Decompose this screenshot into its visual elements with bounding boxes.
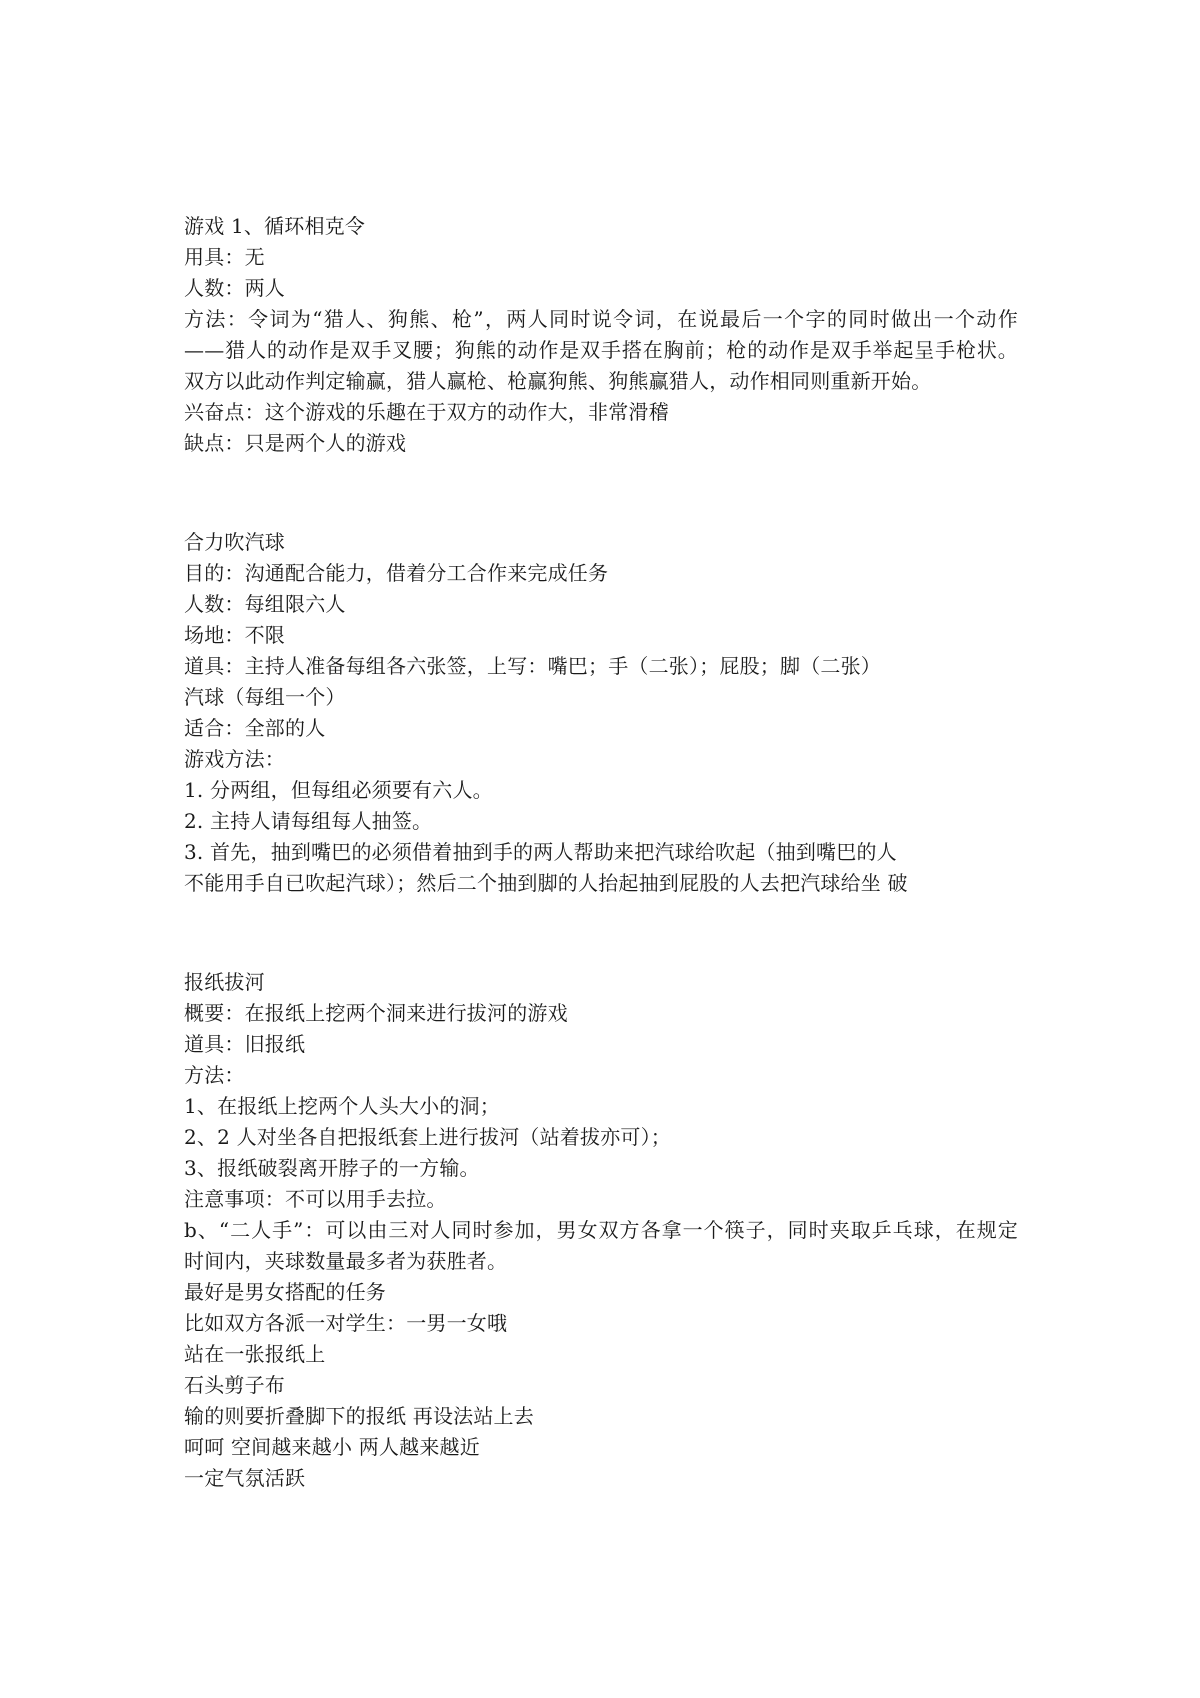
section-3-line-4: 1、在报纸上挖两个人头大小的洞； xyxy=(184,1094,500,1118)
section-3-line-6: 3、报纸破裂离开脖子的一方输。 xyxy=(184,1156,480,1180)
section-2-line-5: 汽球（每组一个） xyxy=(184,685,346,709)
section-3-line-1: 概要：在报纸上挖两个洞来进行拔河的游戏 xyxy=(184,1001,568,1025)
section-1-line-1: 用具：无 xyxy=(184,245,265,269)
section-2-line-6: 适合：全部的人 xyxy=(184,716,326,740)
section-3-line-3: 方法： xyxy=(184,1063,245,1087)
section-2-line-1: 目的：沟通配合能力，借着分工合作来完成任务 xyxy=(184,561,609,585)
section-2-line-11: 不能用手自已吹起汽球）；然后二个抽到脚的人抬起抽到屁股的人去把汽球给坐 破 xyxy=(184,871,908,895)
section-1-line-3: 方法：令词为“猎人、狗熊、枪”，两人同时说令词，在说最后一个字的同时做出一个动作 xyxy=(184,307,1018,331)
section-3-line-12: 站在一张报纸上 xyxy=(184,1342,326,1366)
section-3-line-8: b、“二人手”：可以由三对人同时参加，男女双方各拿一个筷子，同时夹取乒乓球，在规定 xyxy=(184,1218,1018,1242)
section-3-line-15: 呵呵 空间越来越小 两人越来越近 xyxy=(184,1435,480,1459)
section-3-line-11: 比如双方各派一对学生：一男一女哦 xyxy=(184,1311,508,1335)
section-1-line-5: 双方以此动作判定输赢，猎人赢枪、枪赢狗熊、狗熊赢猎人，动作相同则重新开始。 xyxy=(184,369,932,393)
section-2-line-2: 人数：每组限六人 xyxy=(184,592,346,616)
section-2-line-3: 场地：不限 xyxy=(184,623,285,647)
section-1-line-6: 兴奋点：这个游戏的乐趣在于双方的动作大，非常滑稽 xyxy=(184,400,669,424)
section-1-line-7: 缺点：只是两个人的游戏 xyxy=(184,431,407,455)
section-3-line-7: 注意事项：不可以用手去拉。 xyxy=(184,1187,447,1211)
section-3-line-14: 输的则要折叠脚下的报纸 再设法站上去 xyxy=(184,1404,534,1428)
section-2-line-7: 游戏方法： xyxy=(184,747,285,771)
section-2-line-9: 2. 主持人请每组每人抽签。 xyxy=(184,809,433,833)
section-3-line-16: 一定气氛活跃 xyxy=(184,1466,306,1490)
section-1-line-4: ——猎人的动作是双手叉腰；狗熊的动作是双手搭在胸前；枪的动作是双手举起呈手枪状。 xyxy=(184,338,1018,362)
section-3-line-5: 2、2 人对坐各自把报纸套上进行拔河（站着拔亦可）； xyxy=(184,1125,672,1149)
section-3-line-10: 最好是男女搭配的任务 xyxy=(184,1280,386,1304)
section-2-line-10: 3. 首先，抽到嘴巴的必须借着抽到手的两人帮助来把汽球给吹起（抽到嘴巴的人 xyxy=(184,840,897,864)
section-title-blow-balloon: 合力吹汽球 xyxy=(184,530,285,554)
section-1-line-2: 人数：两人 xyxy=(184,276,285,300)
section-3-line-9: 时间内，夹球数量最多者为获胜者。 xyxy=(184,1249,508,1273)
section-3-line-13: 石头剪子布 xyxy=(184,1373,285,1397)
section-2-line-8: 1. 分两组，但每组必须要有六人。 xyxy=(184,778,493,802)
section-title-newspaper-tug: 报纸拔河 xyxy=(184,970,265,994)
section-title-game-1: 游戏 1、循环相克令 xyxy=(184,214,366,238)
section-2-line-4: 道具：主持人准备每组各六张签，上写：嘴巴；手（二张）；屁股；脚（二张） xyxy=(184,654,881,678)
section-3-line-2: 道具：旧报纸 xyxy=(184,1032,306,1056)
